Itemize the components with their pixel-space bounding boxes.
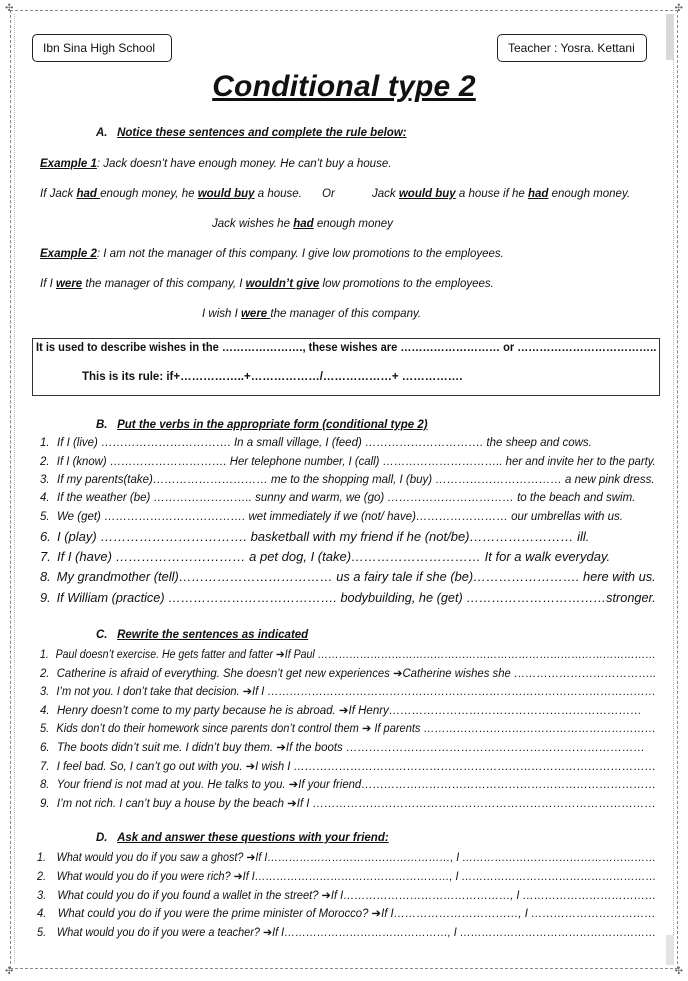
corner-ornament: ✣	[674, 966, 683, 977]
item-answer-line: If I ………………………………………………………………………………	[296, 798, 656, 810]
item-answer-line: If Paul ……………………………………………………………………………………	[284, 649, 656, 661]
arrow-icon: ➔	[275, 649, 285, 661]
item-number: 6.	[40, 529, 51, 544]
rule-line-1: It is used to describe wishes in the …………………., these wishes are ……………………… or ………………………………..	[36, 342, 657, 354]
exercise-c-item	[40, 721, 656, 735]
example-2-wish: I wish I were the manager of this company.	[202, 308, 422, 320]
item-number: 1.	[37, 852, 46, 864]
arrow-icon: ➔	[246, 852, 256, 864]
section-a-title: Notice these sentences and complete the rule below:	[117, 127, 407, 139]
exercise-c-item	[40, 684, 656, 698]
item-text: If William (practice) …………………………………. bodybuilding, he (get) ……………………………stronger.	[56, 590, 656, 605]
exercise-d-item	[37, 925, 656, 939]
example-1-wish: Jack wishes he had enough money	[212, 218, 393, 230]
item-number: 5.	[37, 927, 47, 939]
item-text: I (play) ……………………………. basketball with my friend if he (not/be)…………………… ill.	[57, 529, 590, 544]
section-b-title: Put the verbs in the appropriate form (conditional type 2)	[117, 419, 428, 431]
arrow-icon: ➔	[233, 871, 243, 883]
section-d-title: Ask and answer these questions with your friend:	[117, 832, 389, 844]
exercise-b-item	[40, 549, 610, 564]
item-text: If I (have) ………………………… a pet dog, I (take)………………………… It for a walk everyday.	[57, 549, 611, 564]
example-2-conditional: If I were the manager of this company, I wouldn’t give low promotions to the employees.	[40, 278, 494, 290]
item-question: What could you do if you found a wallet in the street?	[57, 890, 322, 902]
example-1-line: Example 1: Jack doesn’t have enough money. He can’t buy a house.	[40, 158, 392, 170]
item-number: 7.	[40, 549, 51, 564]
item-answer-line: I wish I ……………………………………………………………………………………	[255, 761, 657, 773]
arrow-icon: ➔	[262, 927, 273, 939]
item-prompt: Catherine is afraid of everything. She doesn’t get new experiences	[56, 668, 393, 680]
margin-tab	[666, 14, 674, 60]
exercise-b-item	[40, 456, 656, 468]
page-title: Conditional type 2	[212, 70, 476, 103]
item-number: 5.	[40, 723, 50, 735]
arrow-icon: ➔	[242, 686, 253, 698]
item-number: 8.	[40, 779, 50, 791]
item-text: If I (live) ……………………………. In a small village, I (feed) …………………………. the sheep and cows.	[57, 437, 592, 449]
item-question: What would you do if you were a teacher?	[56, 927, 263, 939]
item-answer-line: If parents ………………………………………………………	[371, 723, 656, 735]
exercise-b-item	[40, 437, 592, 449]
arrow-icon: ➔	[276, 742, 286, 754]
arrow-icon: ➔	[371, 908, 382, 920]
item-number: 4.	[37, 908, 47, 920]
example-1-alternative: Jack would buy a house if he had enough money.	[372, 188, 631, 200]
item-number: 3.	[40, 686, 50, 698]
arrow-icon: ➔	[338, 705, 349, 717]
exercise-c-item	[40, 777, 656, 791]
example-2-line: Example 2: I am not the manager of this company. I give low promotions to the employees.	[40, 248, 504, 260]
item-number: 3.	[37, 890, 47, 902]
page-border-inner	[14, 14, 674, 963]
item-answer-line: If your friend……………………………………………………………………	[298, 779, 657, 791]
item-answer-line: If I………………………………………………, I ………………………………………………	[242, 871, 657, 883]
item-prompt: The boots didn’t suit me. I didn’t buy them.	[57, 742, 277, 754]
exercise-b-item	[40, 569, 656, 584]
arrow-icon: ➔	[321, 890, 331, 902]
exercise-c-item	[40, 740, 645, 754]
item-question: What would you do if you were rich?	[56, 871, 234, 883]
item-answer-line: If I……………………………………………, I ………………………………………………	[255, 852, 657, 864]
teacher-name: Teacher : Yosra. Kettani	[508, 41, 635, 55]
item-text: My grandmother (tell)……………………………… us a fairy tale if she (be)……………………. here with us.	[56, 569, 656, 584]
arrow-icon: ➔	[392, 668, 403, 680]
arrow-icon: ➔	[245, 761, 256, 773]
exercise-b-item	[40, 511, 623, 523]
corner-ornament: ✣	[5, 966, 14, 977]
teacher-box	[497, 34, 647, 62]
school-name: Ibn Sina High School	[43, 41, 156, 55]
item-number: 4.	[40, 705, 50, 717]
section-c-heading: C. Rewrite the sentences as indicated	[96, 629, 309, 641]
exercise-c-item	[40, 796, 656, 810]
exercise-d-item	[37, 869, 656, 883]
item-answer-line: If I……………………………, I ……………………………	[381, 908, 656, 920]
item-answer-line: If I………………………………………, I ………………………………………………	[272, 927, 657, 939]
item-answer-line: If I………………………………………, I ………………………………	[330, 890, 657, 902]
item-number: 8.	[40, 569, 51, 584]
section-c-title: Rewrite the sentences as indicated	[117, 629, 309, 641]
item-text: We (get) ………………………………. wet immediately if we (not/ have)…………………… our umbrellas with us.	[57, 511, 623, 523]
arrow-icon: ➔	[361, 723, 372, 735]
item-text: If I (know) …………………………. Her telephone number, I (call) ………………………….. her and invite her to the party.	[56, 456, 656, 468]
item-prompt: I’m not you. I don’t take that decision.	[56, 686, 243, 698]
section-a-heading: A. Notice these sentences and complete the rule below:	[96, 127, 407, 139]
section-d-heading: D. Ask and answer these questions with your friend:	[96, 832, 389, 844]
corner-ornament: ✣	[674, 3, 683, 14]
section-b-heading: B. Put the verbs in the appropriate form (conditional type 2)	[96, 419, 428, 431]
item-number: 4.	[40, 492, 50, 504]
item-prompt: Henry doesn’t come to my party because he is abroad.	[57, 705, 339, 717]
margin-tab-bottom	[666, 935, 674, 965]
item-number: 9.	[40, 798, 50, 810]
item-prompt: I feel bad. So, I can’t go out with you.	[56, 761, 246, 773]
exercise-b-item	[40, 529, 589, 544]
item-number: 7.	[40, 761, 50, 773]
item-number: 2.	[37, 871, 47, 883]
item-question: What would you do if you saw a ghost?	[56, 852, 247, 864]
item-number: 1.	[40, 649, 49, 661]
arrow-icon: ➔	[287, 798, 297, 810]
item-prompt: Your friend is not mad at you. He talks to you.	[56, 779, 289, 791]
exercise-c-item	[40, 759, 656, 773]
item-answer-line: If I ……………………………………………………………………………………………	[252, 686, 656, 698]
item-answer-line: Catherine wishes she ………………………………..	[402, 668, 657, 680]
item-number: 3.	[40, 474, 50, 486]
item-number: 5.	[40, 511, 50, 523]
exercise-d-item	[37, 888, 656, 902]
item-prompt: Paul doesn’t exercise. He gets fatter and fatter	[55, 649, 276, 661]
corner-ornament: ✣	[5, 3, 14, 14]
exercise-c-item	[40, 703, 642, 717]
item-answer-line: If Henry…………………………………………………………	[348, 705, 642, 717]
item-question: What could you do if you were the prime minister of Morocco?	[57, 908, 372, 920]
rule-line-2: This is its rule: if+……………..+………………/………………+ …………….	[82, 371, 463, 383]
item-prompt: I’m not rich. I can’t buy a house by the beach	[56, 798, 288, 810]
school-box	[32, 34, 172, 62]
item-number: 2.	[40, 456, 50, 468]
example-1-conditional: If Jack had enough money, he would buy a house.	[40, 188, 302, 200]
or-word: Or	[322, 188, 335, 200]
item-number: 9.	[40, 590, 51, 605]
item-text: If my parents(take)………………………… me to the shopping mall, I (buy) …………………………… a new pink dress.	[57, 474, 655, 486]
exercise-b-item	[40, 590, 656, 605]
item-number: 6.	[40, 742, 50, 754]
item-number: 1.	[40, 437, 50, 449]
exercise-c-item	[40, 666, 656, 680]
exercise-d-item	[37, 850, 656, 864]
exercise-d-item	[37, 906, 656, 920]
item-answer-line: If the boots ……………………………………………………………………	[285, 742, 646, 754]
item-prompt: Kids don’t do their homework since parents don’t control them	[56, 723, 362, 735]
arrow-icon: ➔	[288, 779, 299, 791]
item-text: If the weather (be) …………………….. sunny and warm, we (go) …………………………… to the beach and swim.	[57, 492, 636, 504]
exercise-c-item	[40, 647, 656, 661]
exercise-b-item	[40, 474, 655, 486]
item-number: 2.	[40, 668, 50, 680]
exercise-b-item	[40, 492, 635, 504]
